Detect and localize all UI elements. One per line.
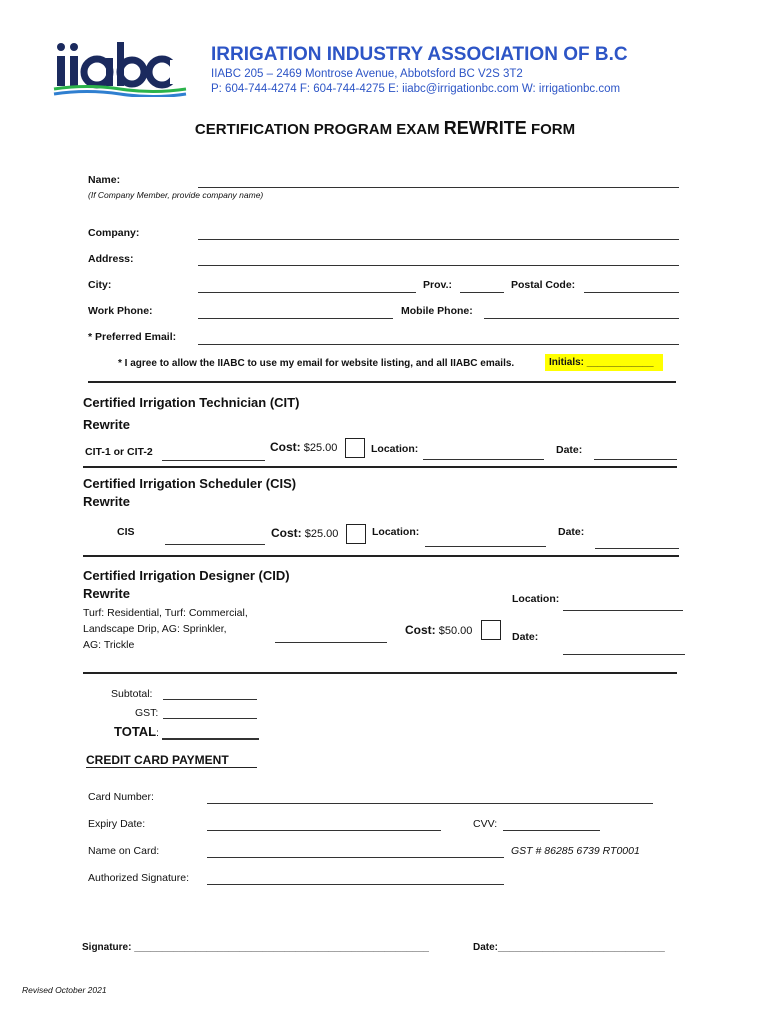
cis-checkbox[interactable] [346,524,366,544]
form-title-part1: CERTIFICATION PROGRAM EXAM [194,121,440,138]
name-label: Name: [88,174,121,186]
credit-card-heading: CREDIT CARD PAYMENT [86,753,257,768]
section-divider [83,466,677,468]
gst-field[interactable] [163,718,257,719]
cis-subtitle: Rewrite [83,494,130,509]
cid-cost-label: Cost: [405,623,436,637]
cvv-label: CVV: [473,818,498,830]
date-row[interactable] [473,942,665,953]
subtotal-field[interactable] [163,699,257,700]
section-divider [83,672,677,674]
authorized-signature-field[interactable] [207,884,504,885]
cis-date-field[interactable] [595,548,679,549]
company-field[interactable] [198,239,679,240]
revised-date: Revised October 2021 [22,985,107,995]
signature-label: Signature: [82,942,132,953]
cid-option-field[interactable] [275,642,387,643]
cid-location-field[interactable] [563,610,683,611]
cis-cost-value: $25.00 [304,528,339,540]
section-divider [88,381,676,383]
initials-field[interactable]: Initials: ____________ [545,354,663,371]
card-number-label: Card Number: [88,791,154,803]
cid-options-line2: Landscape Drip, AG: Sprinkler, [83,623,227,635]
cit-cost [270,440,337,454]
cit-location-label: Location: [371,443,419,455]
cis-location-field[interactable] [425,546,546,547]
cit-subtitle: Rewrite [83,417,130,432]
form-title [0,118,770,139]
cis-date-label: Date: [558,526,585,538]
org-name: IRRIGATION INDUSTRY ASSOCIATION OF B.C [211,44,628,65]
cid-checkbox[interactable] [481,620,501,640]
expiry-date-field[interactable] [207,830,441,831]
total-text: TOTAL [114,724,157,739]
cit-date-label: Date: [556,444,583,456]
work-phone-field[interactable] [198,318,393,319]
org-address: IIABC 205 – 2469 Montrose Avenue, Abbotsford BC V2S 3T2 [211,68,523,80]
gst-number: GST # 86285 6739 RT0001 [511,845,640,857]
city-field[interactable] [198,292,416,293]
cit-location-field[interactable] [423,459,544,460]
form-title-part3: FORM [530,121,576,138]
form-title-part2: REWRITE [443,118,527,138]
expiry-date-label: Expiry Date: [88,818,146,830]
address-field[interactable] [198,265,679,266]
cis-option-field[interactable] [165,544,265,545]
cit-date-field[interactable] [594,459,677,460]
mobile-phone-field[interactable] [484,318,679,319]
cit-checkbox[interactable] [345,438,365,458]
city-label: City: [88,279,112,291]
cit-option: CIT-1 or CIT-2 [85,446,153,458]
iiabc-logo [52,42,187,97]
cis-option: CIS [117,526,135,538]
cit-title: Certified Irrigation Technician (CIT) [83,395,300,410]
postal-code-label: Postal Code: [511,279,576,291]
total-colon: : [156,728,159,739]
total-label [114,723,159,741]
name-field[interactable] [198,187,679,188]
cid-options-line3: AG: Trickle [83,639,135,651]
cit-cost-value: $25.00 [303,442,338,454]
prov-label: Prov.: [423,279,452,291]
preferred-email-label: * Preferred Email: [88,331,177,343]
company-label: Company: [88,227,140,239]
name-note: (If Company Member, provide company name) [88,190,264,200]
subtotal-label: Subtotal: [111,688,153,700]
cid-subtitle: Rewrite [83,586,130,601]
name-on-card-label: Name on Card: [88,845,160,857]
mobile-phone-label: Mobile Phone: [401,305,473,317]
cid-title: Certified Irrigation Designer (CID) [83,568,290,583]
cis-location-label: Location: [372,526,420,538]
postal-code-field[interactable] [584,292,679,293]
cid-date-label: Date: [512,631,539,643]
signature-line[interactable]: _____________________________________________________ [134,942,429,953]
work-phone-label: Work Phone: [88,305,153,317]
cvv-field[interactable] [503,830,600,831]
cid-location-label: Location: [512,593,560,605]
cid-date-field[interactable] [563,654,685,655]
cit-cost-label: Cost: [270,440,301,454]
cis-cost [271,526,338,540]
address-label: Address: [88,253,134,265]
cid-cost-value: $50.00 [438,625,473,637]
gst-label: GST: [135,707,159,719]
cid-cost [405,623,472,637]
date-label: Date: [473,942,499,953]
total-field[interactable] [162,738,259,740]
card-number-field[interactable] [207,803,653,804]
cid-options-line1: Turf: Residential, Turf: Commercial, [83,607,248,619]
email-consent-text: * I agree to allow the IIABC to use my email for website listing, and all IIABC emails. [118,358,515,369]
authorized-signature-label: Authorized Signature: [88,872,189,884]
name-on-card-field[interactable] [207,857,504,858]
cis-title: Certified Irrigation Scheduler (CIS) [83,476,297,491]
prov-field[interactable] [460,292,504,293]
signature-row[interactable] [82,942,429,953]
org-contact: P: 604-744-4274 F: 604-744-4275 E: iiabc@irrigationbc.com W: irrigationbc.com [211,83,621,95]
date-line[interactable]: ______________________________ [498,942,665,953]
cis-cost-label: Cost: [271,526,302,540]
section-divider [83,555,679,557]
cit-option-field[interactable] [162,460,265,461]
preferred-email-field[interactable] [198,344,679,345]
